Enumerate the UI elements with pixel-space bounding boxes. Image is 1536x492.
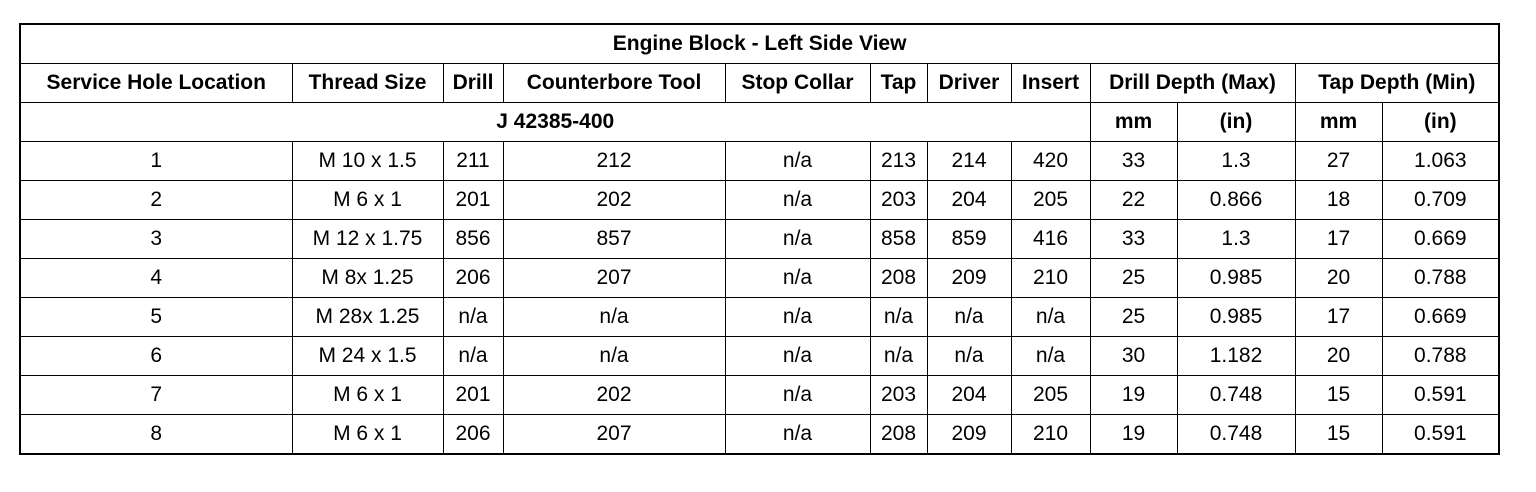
unit-drill-mm: mm <box>1090 103 1177 142</box>
cell-counterbore-tool: 202 <box>503 181 725 220</box>
cell-location: 3 <box>20 220 292 259</box>
unit-header-row <box>20 103 1499 142</box>
header-stop-collar: Stop Collar <box>725 64 870 103</box>
cell-thread-size: M 6 x 1 <box>292 181 443 220</box>
cell-counterbore-tool: n/a <box>503 298 725 337</box>
cell-drill-depth-in: 0.748 <box>1177 376 1295 415</box>
header-service-hole-location: Service Hole Location <box>20 64 292 103</box>
cell-insert: n/a <box>1011 337 1090 376</box>
cell-location: 6 <box>20 337 292 376</box>
cell-tap-depth-in: 0.788 <box>1382 259 1499 298</box>
cell-drill-depth-in: 1.3 <box>1177 142 1295 181</box>
unit-tap-in: (in) <box>1382 103 1499 142</box>
cell-tap-depth-in: 0.591 <box>1382 376 1499 415</box>
table-title: Engine Block - Left Side View <box>20 24 1499 64</box>
cell-tap-depth-in: 0.709 <box>1382 181 1499 220</box>
cell-tap-depth-in: 0.788 <box>1382 337 1499 376</box>
table-body <box>20 142 1499 455</box>
cell-drill-depth-mm: 19 <box>1090 415 1177 455</box>
unit-tap-mm: mm <box>1295 103 1382 142</box>
cell-drill-depth-mm: 30 <box>1090 337 1177 376</box>
cell-driver: n/a <box>927 298 1011 337</box>
cell-insert: 416 <box>1011 220 1090 259</box>
cell-tap-depth-in: 0.669 <box>1382 220 1499 259</box>
cell-tap: n/a <box>870 337 927 376</box>
cell-insert: 205 <box>1011 181 1090 220</box>
cell-tap: 208 <box>870 415 927 455</box>
cell-location: 4 <box>20 259 292 298</box>
header-tap: Tap <box>870 64 927 103</box>
cell-stop-collar: n/a <box>725 220 870 259</box>
cell-tap-depth-mm: 15 <box>1295 415 1382 455</box>
cell-counterbore-tool: 857 <box>503 220 725 259</box>
cell-drill-depth-mm: 33 <box>1090 220 1177 259</box>
cell-drill-depth-in: 0.748 <box>1177 415 1295 455</box>
cell-tap: 203 <box>870 181 927 220</box>
cell-counterbore-tool: 207 <box>503 415 725 455</box>
cell-insert: 205 <box>1011 376 1090 415</box>
table-row <box>20 376 1499 415</box>
cell-drill-depth-mm: 25 <box>1090 259 1177 298</box>
cell-thread-size: M 6 x 1 <box>292 376 443 415</box>
cell-tap-depth-in: 0.591 <box>1382 415 1499 455</box>
cell-stop-collar: n/a <box>725 181 870 220</box>
header-counterbore-tool: Counterbore Tool <box>503 64 725 103</box>
cell-location: 7 <box>20 376 292 415</box>
cell-thread-size: M 10 x 1.5 <box>292 142 443 181</box>
header-thread-size: Thread Size <box>292 64 443 103</box>
cell-insert: 210 <box>1011 259 1090 298</box>
cell-location: 8 <box>20 415 292 455</box>
table-row <box>20 415 1499 455</box>
cell-drill: n/a <box>443 298 503 337</box>
cell-drill-depth-in: 0.866 <box>1177 181 1295 220</box>
cell-location: 2 <box>20 181 292 220</box>
cell-tap-depth-mm: 17 <box>1295 220 1382 259</box>
table-row <box>20 337 1499 376</box>
cell-driver: 209 <box>927 415 1011 455</box>
cell-thread-size: M 12 x 1.75 <box>292 220 443 259</box>
cell-drill: 201 <box>443 376 503 415</box>
cell-tap: 858 <box>870 220 927 259</box>
cell-tap-depth-mm: 15 <box>1295 376 1382 415</box>
kit-number: J 42385-400 <box>20 103 1090 142</box>
cell-tap-depth-in: 0.669 <box>1382 298 1499 337</box>
cell-tap-depth-mm: 20 <box>1295 337 1382 376</box>
cell-tap: 203 <box>870 376 927 415</box>
header-drill: Drill <box>443 64 503 103</box>
cell-thread-size: M 28x 1.25 <box>292 298 443 337</box>
table-row <box>20 220 1499 259</box>
cell-tap-depth-in: 1.063 <box>1382 142 1499 181</box>
cell-drill-depth-in: 0.985 <box>1177 298 1295 337</box>
cell-stop-collar: n/a <box>725 415 870 455</box>
cell-tap-depth-mm: 27 <box>1295 142 1382 181</box>
cell-counterbore-tool: 212 <box>503 142 725 181</box>
cell-driver: 204 <box>927 181 1011 220</box>
cell-drill: 206 <box>443 415 503 455</box>
cell-tap-depth-mm: 20 <box>1295 259 1382 298</box>
cell-drill: 206 <box>443 259 503 298</box>
cell-stop-collar: n/a <box>725 337 870 376</box>
cell-drill-depth-mm: 19 <box>1090 376 1177 415</box>
cell-thread-size: M 8x 1.25 <box>292 259 443 298</box>
cell-counterbore-tool: n/a <box>503 337 725 376</box>
table-row <box>20 259 1499 298</box>
engine-block-spec-table <box>19 23 1500 455</box>
cell-stop-collar: n/a <box>725 376 870 415</box>
cell-insert: 420 <box>1011 142 1090 181</box>
cell-stop-collar: n/a <box>725 259 870 298</box>
header-tap-depth-min: Tap Depth (Min) <box>1295 64 1499 103</box>
header-drill-depth-max: Drill Depth (Max) <box>1090 64 1295 103</box>
cell-tap-depth-mm: 17 <box>1295 298 1382 337</box>
cell-drill-depth-in: 1.182 <box>1177 337 1295 376</box>
cell-tap: 213 <box>870 142 927 181</box>
cell-driver: 204 <box>927 376 1011 415</box>
table-title-row <box>20 24 1499 64</box>
cell-drill-depth-mm: 22 <box>1090 181 1177 220</box>
cell-drill-depth-mm: 33 <box>1090 142 1177 181</box>
cell-stop-collar: n/a <box>725 142 870 181</box>
cell-location: 5 <box>20 298 292 337</box>
cell-tap: 208 <box>870 259 927 298</box>
cell-drill: 211 <box>443 142 503 181</box>
table-row <box>20 142 1499 181</box>
cell-drill-depth-in: 1.3 <box>1177 220 1295 259</box>
header-insert: Insert <box>1011 64 1090 103</box>
header-driver: Driver <box>927 64 1011 103</box>
cell-drill: n/a <box>443 337 503 376</box>
cell-insert: n/a <box>1011 298 1090 337</box>
cell-location: 1 <box>20 142 292 181</box>
cell-tap-depth-mm: 18 <box>1295 181 1382 220</box>
cell-counterbore-tool: 202 <box>503 376 725 415</box>
cell-stop-collar: n/a <box>725 298 870 337</box>
cell-drill-depth-in: 0.985 <box>1177 259 1295 298</box>
cell-insert: 210 <box>1011 415 1090 455</box>
unit-drill-in: (in) <box>1177 103 1295 142</box>
cell-drill-depth-mm: 25 <box>1090 298 1177 337</box>
cell-drill: 856 <box>443 220 503 259</box>
cell-tap: n/a <box>870 298 927 337</box>
cell-thread-size: M 24 x 1.5 <box>292 337 443 376</box>
table-row <box>20 298 1499 337</box>
cell-counterbore-tool: 207 <box>503 259 725 298</box>
cell-thread-size: M 6 x 1 <box>292 415 443 455</box>
cell-driver: n/a <box>927 337 1011 376</box>
cell-driver: 209 <box>927 259 1011 298</box>
cell-driver: 214 <box>927 142 1011 181</box>
cell-driver: 859 <box>927 220 1011 259</box>
table-row <box>20 181 1499 220</box>
column-header-row <box>20 64 1499 103</box>
cell-drill: 201 <box>443 181 503 220</box>
